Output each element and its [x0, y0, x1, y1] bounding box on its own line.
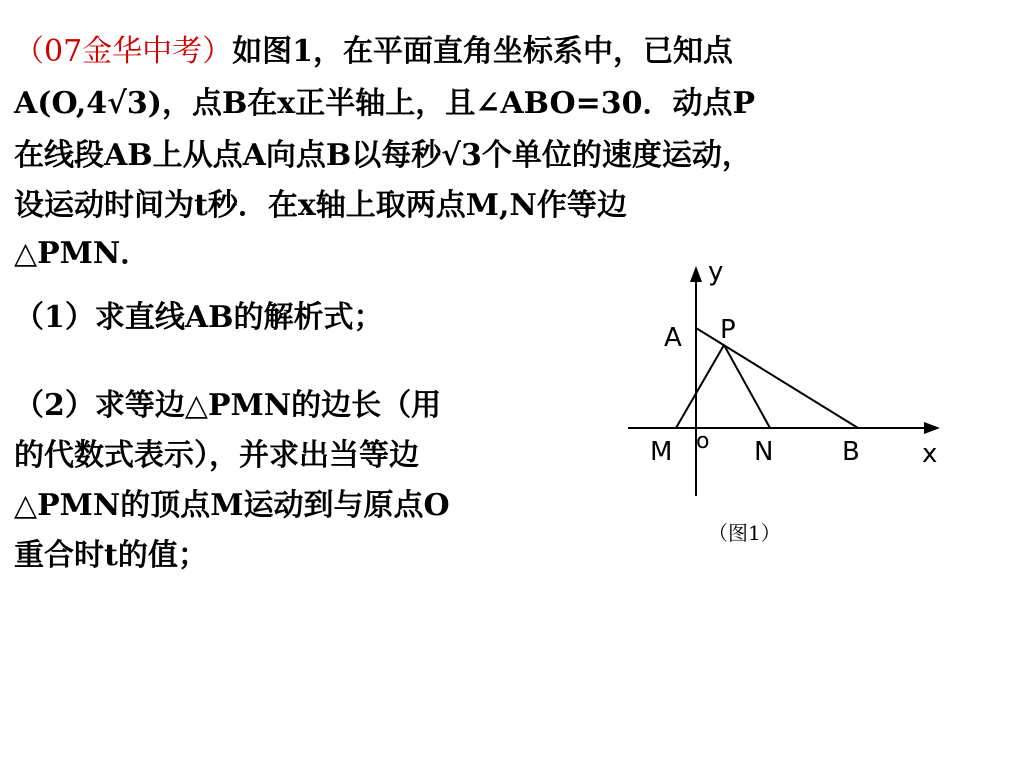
label-point-b: B	[842, 437, 860, 467]
intro-line-1	[14, 34, 733, 70]
intro-line-4: 设运动时间为t秒．在x轴上取两点M,N作等边	[14, 188, 627, 223]
question-1: （1）求直线AB的解析式；	[14, 300, 384, 335]
segment-pm	[676, 345, 724, 428]
intro-line-2: A(O,4√3)，点B在x正半轴上，且∠ABO=30．动点P	[14, 86, 756, 121]
label-point-n: N	[754, 437, 774, 467]
question-2-line-3: △PMN的顶点M运动到与原点O	[14, 488, 450, 523]
figure-caption: （图1）	[708, 521, 781, 545]
label-x-axis: x	[922, 439, 938, 469]
intro-line-3: 在线段AB上从点A向点B以每秒√3个单位的速度运动，	[14, 138, 752, 173]
intro-line-5: △PMN．	[14, 236, 151, 271]
intro-text-1: 如图1，在平面直角坐标系中，已知点	[232, 34, 734, 69]
question-2-line-4: 重合时t的值；	[14, 538, 208, 573]
question-2-line-1: （2）求等边△PMN的边长（用	[14, 388, 442, 423]
label-origin-o: o	[696, 429, 710, 454]
label-point-m: M	[650, 437, 673, 467]
label-point-p: P	[720, 315, 736, 345]
label-point-a: A	[664, 323, 682, 353]
question-2-line-2: 的代数式表示），并求出当等边	[14, 438, 419, 473]
source-tag: （07金华中考）	[14, 34, 233, 69]
y-axis-arrow	[690, 266, 702, 282]
coordinate-figure	[612, 252, 992, 552]
segment-pn	[724, 345, 770, 428]
x-axis-arrow	[924, 422, 940, 434]
label-y-axis: y	[708, 257, 724, 287]
